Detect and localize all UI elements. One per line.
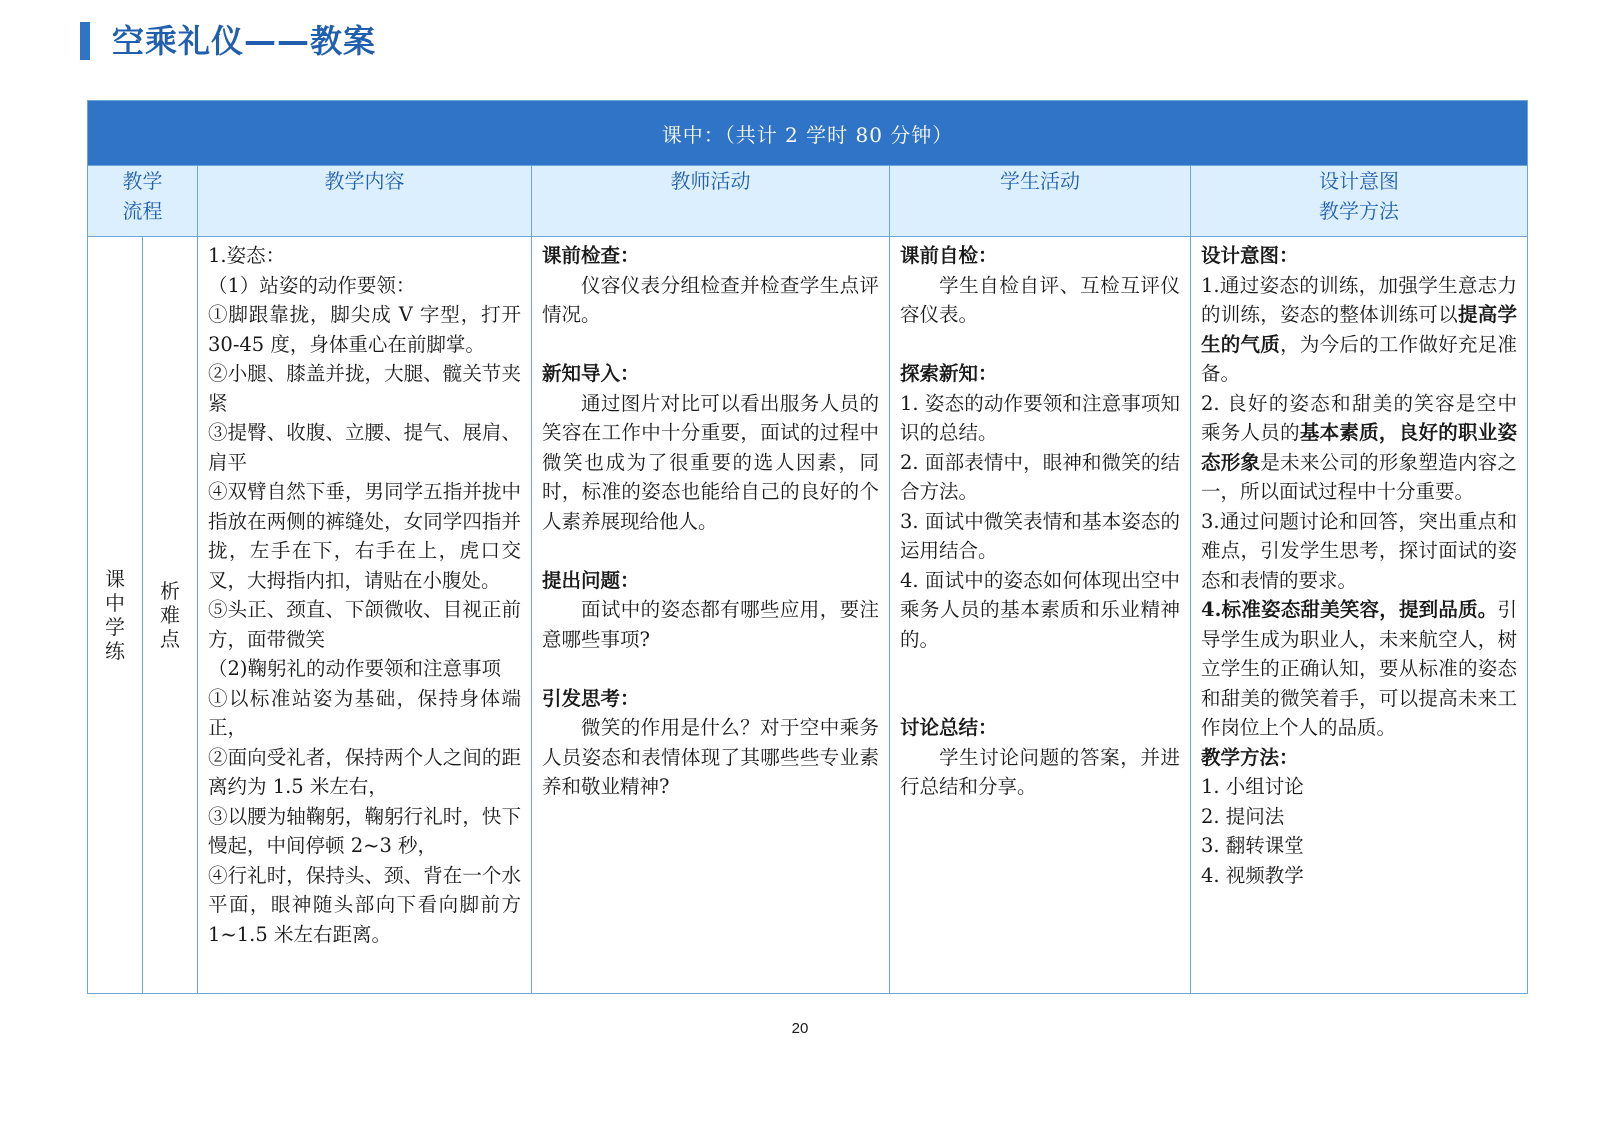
teacher-text-intro: 通过图片对比可以看出服务人员的笑容在工作中十分重要，面试的过程中微笑也成为了很重要的选人因素，同时，标准的姿态也能给自己的良好的个人素养展现给他人。 [542, 391, 879, 533]
header-design-line1: 设计意图 [1319, 169, 1399, 193]
design-item-2 [1201, 389, 1517, 507]
content-line: ③以腰为轴鞠躬，鞠躬行礼时，快下慢起，中间停顿 2~3 秒， [208, 804, 521, 857]
substage-char: 析 [160, 579, 180, 603]
content-line: ⑤头正、颈直、下颌微收、目视正前方，面带微笑 [208, 598, 521, 651]
design-bold: 4.标准姿态甜美笑容，提到品质。 [1201, 598, 1498, 621]
content-line: ①脚跟靠拢，脚尖成 V 字型，打开 30-45 度，身体重心在前脚掌。 [208, 303, 521, 356]
student-item: 2. 面部表情中，眼神和微笑的结合方法。 [900, 450, 1180, 503]
header-design-line2: 教学方法 [1319, 199, 1399, 223]
design-heading-methods: 教学方法： [1201, 745, 1299, 769]
stage-char: 中 [105, 591, 125, 615]
teacher-heading-question: 提出问题： [542, 568, 640, 592]
content-line: ④双臂自然下垂，男同学五指并拢中指放在两侧的裤缝处，女同学四指并拢，左手在下，右手在上，虎口交叉，大拇指内扣，请贴在小腹处。 [208, 480, 521, 592]
method-item: 4. 视频教学 [1201, 863, 1304, 887]
teacher-text-check: 仪容仪表分组检查并检查学生点评情况。 [542, 273, 879, 326]
content-line: ②小腿、膝盖并拢，大腿、髋关节夹紧 [208, 362, 521, 415]
lesson-plan-table [87, 100, 1528, 994]
teacher-heading-think: 引发思考： [542, 686, 640, 710]
student-item: 3. 面试中微笑表情和基本姿态的运用结合。 [900, 509, 1180, 562]
content-line: （2)鞠躬礼的动作要领和注意事项 [208, 657, 502, 680]
design-cell [1191, 237, 1528, 994]
method-item: 2. 提问法 [1201, 804, 1285, 828]
header-teacher: 教师活动 [532, 166, 890, 237]
student-heading-explore: 探索新知： [900, 362, 998, 385]
title-accent-bar [80, 22, 90, 60]
method-item: 1. 小组讨论 [1201, 775, 1304, 798]
design-item-3: 3.通过问题讨论和回答，突出重点和难点，引发学生思考，探讨面试的姿态和表情的要求。 [1201, 509, 1518, 592]
stage-char: 学 [105, 615, 125, 639]
teacher-heading-check: 课前检查： [542, 244, 640, 267]
design-bold: 基本素质，良好的职业姿态形象 [1201, 421, 1518, 474]
substage-char: 点 [160, 627, 180, 651]
design-item-1 [1201, 271, 1517, 389]
header-content: 教学内容 [198, 166, 532, 237]
student-item: 1. 姿态的动作要领和注意事项知识的总结。 [900, 391, 1180, 444]
design-text: 2. 良好的姿态和甜美的笑容是空中乘务人员的 [1201, 391, 1518, 444]
page-title: 空乘礼仪——教案 [112, 22, 377, 60]
teacher-heading-intro: 新知导入： [542, 362, 640, 385]
student-text-selfcheck: 学生自检自评、互检互评仪容仪表。 [900, 273, 1180, 326]
content-line: ②面向受礼者，保持两个人之间的距离约为 1.5 米左右， [208, 745, 521, 798]
page-number: 20 [791, 1020, 809, 1037]
stage-cell [88, 237, 143, 994]
teacher-text-question: 面试中的姿态都有哪些应用，要注意哪些事项? [542, 598, 879, 651]
content-line: ④行礼时，保持头、颈、背在一个水平面，眼神随头部向下看向脚前方 1~1.5 米左右距离。 [208, 863, 521, 946]
stage-char: 课 [105, 567, 125, 591]
design-text: ，为今后的工作做好充足准备。 [1201, 332, 1518, 385]
header-flow-line1: 教学 [122, 169, 163, 193]
header-flow-line2: 流程 [122, 199, 163, 223]
header-student: 学生活动 [890, 166, 1191, 237]
content-line: ③提臀、收腹、立腰、提气、展肩、肩平 [208, 421, 521, 474]
student-activity-cell [890, 237, 1191, 994]
content-line: 1.姿态： [208, 244, 286, 267]
header-flow [88, 166, 198, 237]
content-cell [198, 237, 532, 994]
teacher-text-think: 微笑的作用是什么？对于空中乘务人员姿态和表情体现了其哪些些专业素养和敬业精神? [542, 716, 879, 798]
table-banner: 课中：（共计 2 学时 80 分钟） [88, 101, 1528, 166]
design-text: 是未来公司的形象塑造内容之一，所以面试过程中十分重要。 [1201, 450, 1518, 503]
substage-char: 难 [160, 603, 180, 627]
content-line: ①以标准站姿为基础，保持身体端正， [208, 686, 521, 739]
design-bold: 提高学生的气质 [1201, 303, 1518, 356]
student-item: 4. 面试中的姿态如何体现出空中乘务人员的基本素质和乐业精神的。 [900, 568, 1180, 651]
content-line: （1）站姿的动作要领： [208, 273, 416, 297]
design-heading-intent: 设计意图： [1201, 244, 1299, 267]
table-row [88, 237, 1528, 994]
teacher-activity-cell [532, 237, 890, 994]
student-heading-selfcheck: 课前自检： [900, 244, 998, 267]
design-text: 引导学生成为职业人，未来航空人，树立学生的正确认知，要从标准的姿态和甜美的微笑着手，可以提高未来工作岗位上个人的品质。 [1201, 598, 1518, 739]
student-heading-discuss: 讨论总结： [900, 716, 998, 739]
substage-cell [143, 237, 198, 994]
student-text-discuss: 学生讨论问题的答案，并进行总结和分享。 [900, 745, 1180, 798]
header-design [1191, 166, 1528, 237]
method-item: 3. 翻转课堂 [1201, 834, 1304, 857]
stage-char: 练 [105, 639, 125, 663]
design-item-4 [1201, 595, 1517, 743]
table-header-row [88, 166, 1528, 237]
design-text: 1.通过姿态的训练，加强学生意志力的训练，姿态的整体训练可以 [1201, 273, 1518, 326]
